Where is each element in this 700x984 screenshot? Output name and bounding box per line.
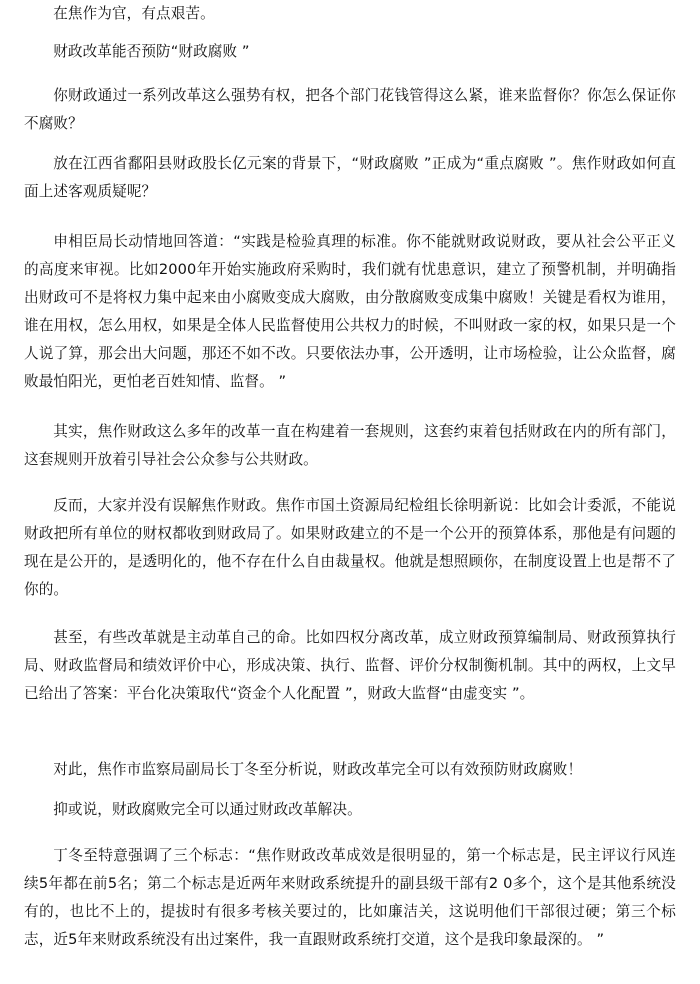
paragraph-rules: 其实，焦作财政这么多年的改革一直在构建着一套规则，这套约束着包括财政在内的所有部门，这套规则开放着引导社会公众参与公共财政。 <box>24 423 676 468</box>
paragraph-question: 你财政通过一系列改革这么强势有权，把各个部门花钱管得这么紧，谁来监督你？你怎么保证你不腐败？ <box>24 87 676 132</box>
paragraph-reform-self: 甚至，有些改革就是主动革自己的命。比如四权分离改革，成立财政预算编制局、财政预算执行局、财政监督局和绩效评价中心，形成决策、执行、监督、评价分权制衡机制。其中的两权，上文早已给出了答案：平台化决策取代“资金个人化配置 ”，财政大监督“由虚变实 ”。 <box>24 629 676 702</box>
section-heading: 财政改革能否预防“财政腐败 ” <box>53 43 250 60</box>
paragraph-conclusion: 抑或说，财政腐败完全可以通过财政改革解决。 <box>53 801 362 818</box>
paragraph-three-signs: 丁冬至特意强调了三个标志：“焦作财政改革成效是很明显的，第一个标志是，民主评议行风连续5年都在前5名；第二个标志是近两年来财政系统提升的副县级干部有2 0多个，这个是其他系统没有的，也比不上的，提拔时有很多考核关要过的，比如廉洁关，这说明他们干部很过硬；第三个标志，近5年来财政系统没有出过案件，我一直跟财政系统打交道，这个是我印象最深的。 ” <box>24 847 676 948</box>
paragraph-land-bureau: 反而，大家并没有误解焦作财政。焦作市国土资源局纪检组长徐明新说：比如会计委派，不能说财政把所有单位的财权都收到财政局了。如果财政建立的不是一个公开的预算体系，那他是有问题的现在是公开的，是透明化的，他不存在什么自由裁量权。他就是想照顾你，在制度设置上也是帮不了你的。 <box>24 497 676 598</box>
paragraph-supervision-analysis: 对此，焦作市监察局副局长丁冬至分析说，财政改革完全可以有效预防财政腐败！ <box>53 761 583 778</box>
paragraph-director-answer: 申相臣局长动情地回答道：“实践是检验真理的标准。你不能就财政说财政，要从社会公平正义的高度来审视。比如2000年开始实施政府采购时，我们就有忧患意识，建立了预警机制，并明确指出财政可不是将权力集中起来由小腐败变成大腐败，由分散腐败变成集中腐败！关键是看权为谁用，谁在用权，怎么用权，如果是全体人民监督使用公共权力的时候，不叫财政一家的权，如果只是一个人说了算，那会出大问题，那还不如不改。只要依法办事，公开透明，让市场检验，让公众监督，腐败最怕阳光，更怕老百姓知情、监督。 ” <box>24 233 676 390</box>
paragraph-background: 放在江西省鄱阳县财政股长亿元案的背景下，“财政腐败 ”正成为“重点腐败 ”。焦作财政如何直面上述客观质疑呢？ <box>24 155 676 200</box>
paragraph-intro: 在焦作为官，有点艰苦。 <box>53 5 215 22</box>
